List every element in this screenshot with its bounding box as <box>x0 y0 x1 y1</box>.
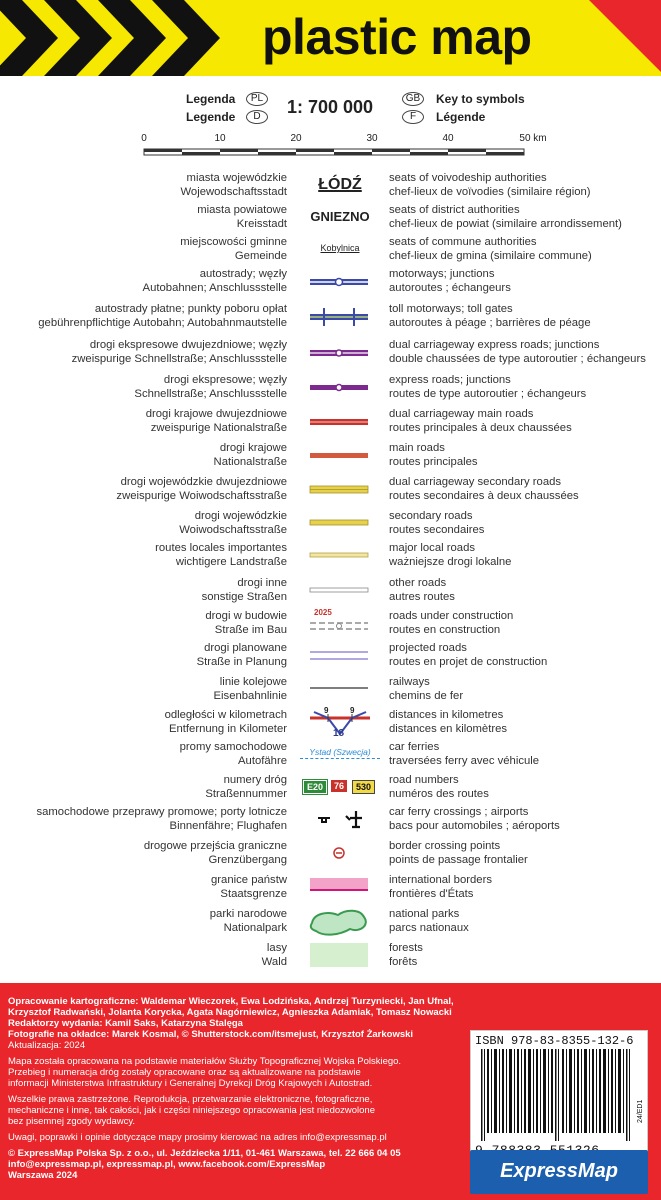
legend-row: numery dróg Straßennummer E20 76 530 road numbers numéros des routes <box>0 773 661 807</box>
scale-tick: 20 <box>290 133 302 144</box>
legend-row: granice państw Staatsgrenze international borders frontières d'États <box>0 873 661 907</box>
express-road-icon <box>300 373 380 407</box>
legend-row: drogi krajowe Nationalstraße main roads routes principales <box>0 441 661 475</box>
projected-road-icon <box>300 641 380 675</box>
legend-row: drogi inne sonstige Straßen other roads autres routes <box>0 576 661 610</box>
legend-row: drogi krajowe dwujezdniowe zweispurige Nationalstraße dual carriageway main roads routes principales à deux chaussées <box>0 407 661 441</box>
legend-row: miasta powiatowe Kreisstadt GNIEZNO seats of district authorities chef-lieux de powiat (similaire arrondissement) <box>0 203 661 237</box>
road-number-e-badge: E20 <box>303 780 327 794</box>
dual-main-road-icon <box>300 407 380 441</box>
legend-row: drogi wojewódzkie Woiwodschaftsstraße secondary roads routes secondaires <box>0 509 661 543</box>
key-label-en: Key to symbols <box>436 92 525 106</box>
major-local-road-icon <box>300 541 380 575</box>
scale-tick: 0 <box>141 133 147 144</box>
edition-code: 24/ED1 <box>637 1099 644 1123</box>
credits-footer: Opracowanie kartograficzne: Waldemar Wieczorek, Ewa Lodzińska, Andrzej Turzyniecki, Jan Ufnal, Krzysztof Radwański, Jolanta Korycka, Agata Nagórniewicz, Agnieszka Adamiak, Tomasz Nowacki Redaktorzy wydania: Kamil Saks, Katarzyna Stalęga Fotografie na okładce: Marek Kosmal, © Shutterstock.com/itsmejust, Krzysztof Żarkowski Aktualizacja: 2024 Mapa została opracowana na podstawie materiałów Służby Topograficznej Wojska Polskiego. Przebieg i numeracja dróg zostały opracowane oraz są aktualizowane na podstawie informacji Ministerstwa Infrastruktury i Generalnej Dyrekcji Dróg Krajowych i Autostrad. Wszelkie prawa zastrzeżone. Reprodukcja, przetwarzanie elektroniczne, fotograficzne, mechaniczne i inne, tak całości, jak i części niniejszego opracowania jest niedozwolone bez pisemnej zgody wydawcy. Uwagi, poprawki i opinie dotyczące mapy prosimy kierować na adres info@expressmap.pl © ExpressMap Polska Sp. z o.o., ul. Jeździecka 1/11, 01-461 Warszawa, tel. 22 666 04 05 info@expressmap.pl, expressmap.pl, www.facebook.com/ExpressMap Warszawa 2024 <box>0 983 661 1200</box>
legend-row: linie kolejowe Eisenbahnlinie railways chemins de fer <box>0 675 661 709</box>
car-ferry-icon: Ystad (Szwecja) <box>300 740 380 774</box>
legend-row: parki narodowe Nationalpark national parks parcs nationaux <box>0 907 661 941</box>
railway-line-icon <box>300 675 380 709</box>
legend-row: drogi planowane Straße in Planung projected roads routes en projet de construction <box>0 641 661 675</box>
lang-badge-pl: PL <box>246 92 268 106</box>
scale-tick: 30 <box>366 133 378 144</box>
road-number-national-badge: 76 <box>331 780 347 792</box>
legend-row: odległości w kilometrach Entfernung in Kilometer 9 9 18 distances in kilometres distances en kilomètres <box>0 708 661 742</box>
corner-flag <box>589 0 661 72</box>
key-label-fr: Légende <box>436 110 486 124</box>
legend-row: drogi wojewódzkie dwujezdniowe zweispurige Woiwodschaftsstraße dual carriageway secondary roads routes secondaires à deux chaussées <box>0 475 661 509</box>
legend-row: drogi ekspresowe; węzły Schnellstraße; Anschlussstelle express roads; junctions routes de type autoroutier ; échangeurs <box>0 373 661 407</box>
national-park-icon <box>300 907 380 941</box>
page-title: plastic map <box>262 9 532 65</box>
legend-row: drogi w budowie Straße im Bau 2025 roads under construction routes en construction <box>0 609 661 643</box>
border-crossing-icon <box>300 839 380 873</box>
legend-row: autostrady; węzły Autobahnen; Anschlussstelle motorways; junctions autoroutes ; échangeurs <box>0 267 661 301</box>
legend-row: lasy Wald forests forêts <box>0 941 661 975</box>
symbol-voivodeship-city: ŁÓDŹ <box>318 176 362 193</box>
map-scale: 1: 700 000 <box>287 97 374 117</box>
legend-label-de: Legende <box>186 110 236 124</box>
international-border-icon <box>300 873 380 907</box>
symbol-commune: Kobylnica <box>320 243 360 253</box>
symbol-district-city: GNIEZNO <box>310 209 370 224</box>
legend-row: promy samochodowe Autofähre Ystad (Szwecja) car ferries traversées ferry avec véhicule <box>0 740 661 774</box>
barcode-icon <box>475 1049 645 1141</box>
isbn-barcode <box>470 1030 648 1162</box>
legend-row: routes locales importantes wichtigere Landstraße major local roads ważniejsze drogi lokalne <box>0 541 661 575</box>
legend-label-pl: Legenda <box>186 92 236 106</box>
motorway-line-icon <box>300 267 380 301</box>
lang-badge-f: F <box>402 110 424 124</box>
legend-row: autostrady płatne; punkty poboru opłat gebührenpflichtige Autobahn; Autobahnmautstelle toll motorways; toll gates autoroutes à péage ; barrières de péage <box>0 302 661 336</box>
scale-tick: 40 <box>442 133 454 144</box>
other-road-icon <box>300 576 380 610</box>
lang-badge-gb: GB <box>402 92 424 106</box>
legend-row: miasta wojewódzkie Wojewodschaftsstadt ŁÓDŹ seats of voivodeship authorities chef-lieux de voïvodies (similaire région) <box>0 171 661 205</box>
road-number-regional-badge: 530 <box>352 780 375 794</box>
main-road-icon <box>300 441 380 475</box>
dual-express-road-icon <box>300 338 380 372</box>
legend-row: miejscowości gminne Gemeinde Kobylnica seats of commune authorities chef-lieux de gmina (similaire commune) <box>0 235 661 269</box>
scale-tick: 50 km <box>519 133 547 144</box>
road-number-badges <box>300 773 380 807</box>
isbn-text: ISBN 978-83-8355-132-6 <box>475 1034 634 1048</box>
legend-row: samochodowe przeprawy promowe; porty lotnicze Binnenfähre; Flughafen car ferry crossings ; airports bacs pour automobiles ; aéroports <box>0 805 661 839</box>
chevron-arrows-icon <box>0 0 250 76</box>
scale-bar <box>142 146 542 158</box>
secondary-road-icon <box>300 509 380 543</box>
legend-row: drogi ekspresowe dwujezdniowe; węzły zweispurige Schnellstraße; Anschlussstelle dual carriageway express roads; junctions double chaussées de type autoroutier ; échangeurs <box>0 338 661 372</box>
ferry-airport-icon <box>300 805 380 839</box>
dual-secondary-road-icon <box>300 475 380 509</box>
toll-motorway-line-icon <box>300 302 380 336</box>
road-under-construction-icon: 2025 <box>300 609 380 643</box>
brand-logo: ExpressMap <box>470 1150 648 1194</box>
legend-row: drogowe przejścia graniczne Grenzübergang border crossing points points de passage frontalier <box>0 839 661 873</box>
scale-tick: 10 <box>214 133 226 144</box>
lang-badge-d: D <box>246 110 268 124</box>
header-bar <box>0 0 661 76</box>
forest-area-icon <box>300 941 380 975</box>
distance-marker-icon: 9 9 18 <box>300 708 380 742</box>
